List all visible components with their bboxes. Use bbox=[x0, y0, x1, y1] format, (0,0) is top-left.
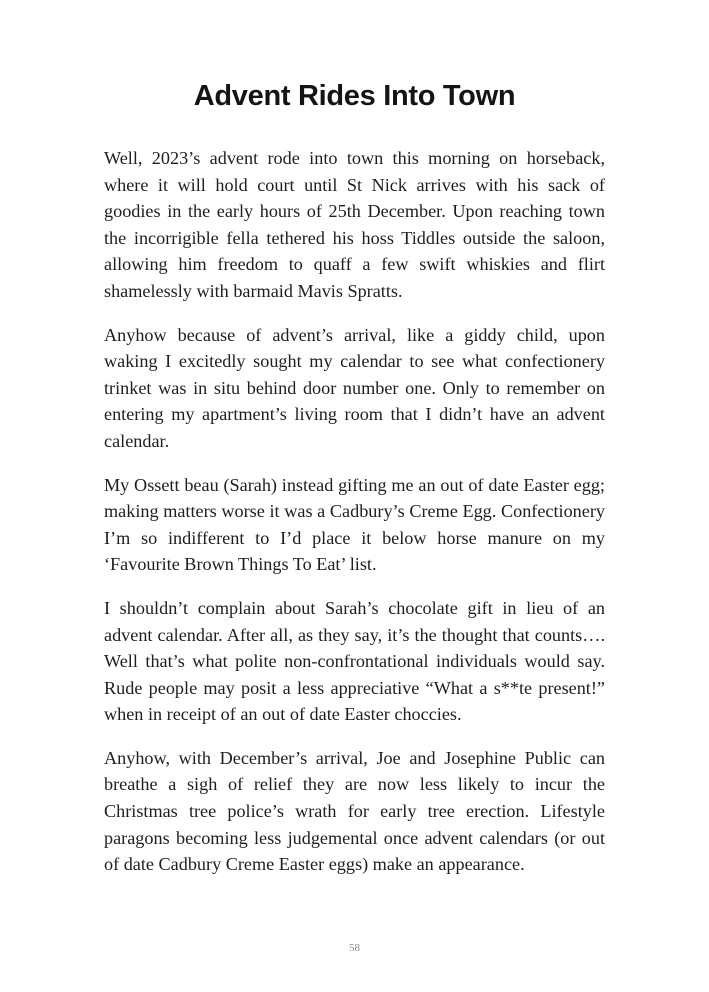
paragraph-5: Anyhow, with December’s arrival, Joe and Josephine Public can breathe a sigh of relief they are now less likely to incur the Christmas tree police’s wrath for early tree erection. Lifestyle paragons becoming less judgemental once advent calendars (or out of date Cadbury Creme Easter eggs) make an appearance. bbox=[104, 747, 605, 875]
page-title: Advent Rides Into Town bbox=[193, 80, 516, 112]
body-text bbox=[104, 145, 605, 895]
page-number: 58 bbox=[349, 942, 360, 954]
paragraph-2: Anyhow because of advent’s arrival, like a giddy child, upon waking I excitedly sought my calendar to see what confectionery trinket was in situ behind door number one. Only to remember on entering my apartment’s living room that I didn’t have an advent calendar. bbox=[104, 324, 605, 451]
paragraph-1: Well, 2023’s advent rode into town this morning on horseback, where it will hold court until St Nick arrives with his sack of goodies in the early hours of 25th December. Upon reaching town the incorrigible fella tethered his hoss Tiddles outside the saloon, allowing him freedom to quaff a few swift whiskies and flirt shamelessly with barmaid Mavis Spratts. bbox=[104, 148, 605, 301]
paragraph-3: My Ossett beau (Sarah) instead gifting me an out of date Easter egg; making matters worse it was a Cadbury’s Creme Egg. Confectionery I’m so indifferent to I’d place it below horse manure on my ‘Favourite Brown Things To Eat’ list. bbox=[104, 474, 605, 575]
paragraph-4: I shouldn’t complain about Sarah’s chocolate gift in lieu of an advent calendar. After all, as they say, it’s the thought that counts…. Well that’s what polite non-confrontational individuals would say. Rude people may posit a less appreciative “What a s**te present!” when in receipt of an out of date Easter choccies. bbox=[104, 597, 605, 725]
